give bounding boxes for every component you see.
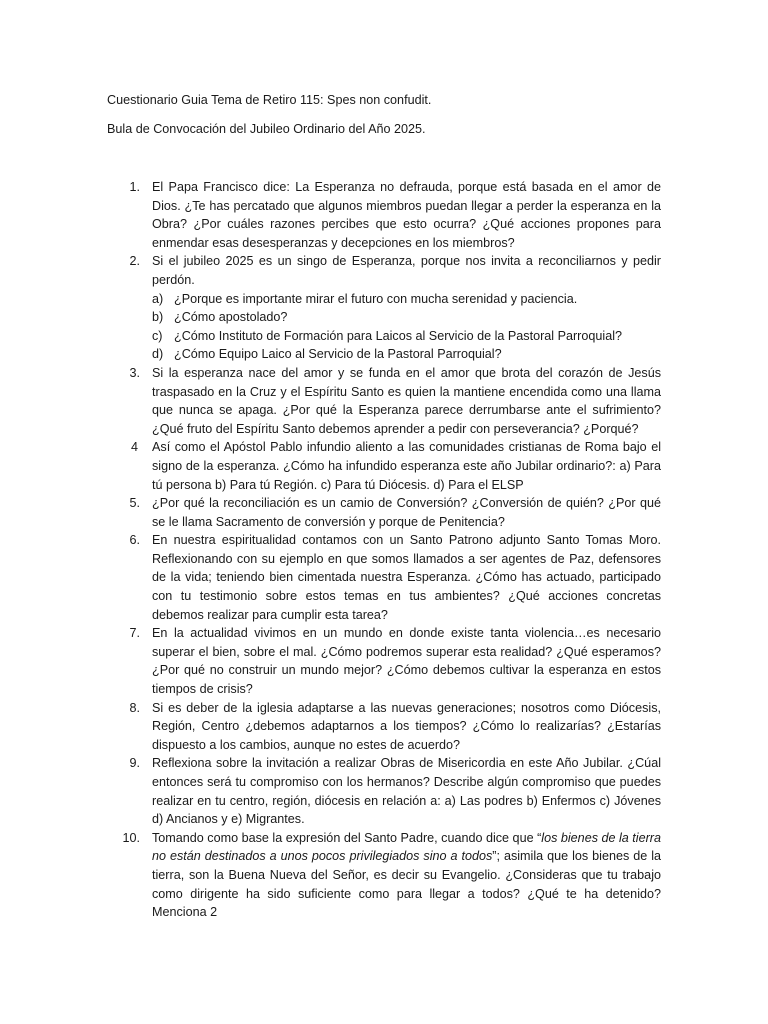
question-text: En la actualidad vivimos en un mundo en donde existe tanta violencia…es necesario superar el bien, sobre el mal. ¿Cómo podremos superar esta realidad? ¿Qué esperamos? ¿Por qué no construir un mundo mejor? ¿Cómo debemos cultivar la esperanza en estos tiempos de crisis?: [152, 626, 661, 697]
question-item: [0, 531, 661, 624]
sub-letter: b): [152, 310, 164, 325]
question-number: 7.: [129, 626, 140, 641]
question-list: [0, 178, 661, 922]
sub-letter: d): [152, 347, 164, 362]
question-text: Reflexiona sobre la invitación a realizar Obras de Misericordia en este Año Jubilar. ¿Cúal entonces será tu compromiso con los hermanos? Describe algún compromiso que puedes realizar en tu centro, región, diócesis en relación a: a) Las podres b) Enfermos c) Jóvenes d) Ancianos y e) Migrantes.: [152, 756, 661, 827]
question-item: [0, 438, 661, 494]
question-text: [152, 829, 661, 922]
question-text: El Papa Francisco dice: La Esperanza no defrauda, porque está basada en el amor de Dios. ¿Te has percatado que algunos miembros puedan llegar a perder la esperanza en la Obra? ¿Por cuáles razones percibes que esto ocurra? ¿Qué acciones propones para enmendar esas desesperanzas y decepciones en los miembros?: [152, 180, 661, 250]
question-number: 5.: [129, 496, 140, 511]
question-item: [0, 829, 661, 922]
question-number: 2.: [129, 254, 140, 269]
question-text: Así como el Apóstol Pablo infundio aliento a las comunidades cristianas de Roma bajo el signo de la esperanza. ¿Cómo ha infundido esperanza este año Jubilar ordinario?: a) Para tú persona b) Para tú Región. c) Para tú Diócesis. d) Para el ELSP: [152, 440, 661, 492]
sub-question: [152, 327, 661, 346]
question-item: [0, 252, 661, 364]
question-number: 3.: [129, 365, 140, 380]
question-text: Si la esperanza nace del amor y se funda en el amor que brota del corazón de Jesús traspasado en la Cruz y el Espíritu Santo es quien la mantiene encendida como una llama que nunca se apaga. ¿Por qué la Esperanza parece derrumbarse ante el sufrimiento? ¿Qué fruto del Espíritu Santo debemos aprender a pedir con perseverancia? ¿Porqué?: [152, 365, 661, 436]
sub-question: [152, 290, 661, 309]
question-number: 8.: [129, 700, 140, 715]
question-number: 10.: [122, 830, 140, 845]
question-text-part: Tomando como base la expresión del Santo Padre, cuando dice que “: [152, 830, 542, 845]
question-text-part: ”; asimila que los bienes de la tierra, son la Buena Nueva del Señor, es decir su Evangelio. ¿Consideras que tu trabajo como dirigente ha sido suficiente como para llegar a todos? ¿Qué te ha detenido? Menciona 2: [152, 849, 661, 920]
question-number: 9.: [129, 756, 140, 771]
question-text: Si el jubileo 2025 es un singo de Esperanza, porque nos invita a reconciliarnos y pedir perdón.: [152, 254, 661, 287]
quote-italic: los bienes de la tierra no están destinados a unos pocos privilegiados sino a todos: [152, 830, 661, 864]
question-item: [0, 699, 661, 755]
sub-question: [152, 345, 661, 364]
question-item: [0, 494, 661, 531]
sub-text: ¿Cómo Equipo Laico al Servicio de la Pastoral Parroquial?: [174, 347, 502, 362]
question-item: [0, 754, 661, 828]
sub-text: ¿Cómo apostolado?: [174, 310, 288, 325]
question-text: En nuestra espiritualidad contamos con un Santo Patrono adjunto Santo Tomas Moro. Reflexionando con su ejemplo en que somos llamados a ser agentes de Paz, defensores de la vida; teniendo bien cimentada nuestra Esperanza. ¿Cómo has actuado, participado con tu testimonio sobre estos temas en tus ambientes? ¿Qué acciones concretas debemos realizar para cumplir esta tarea?: [152, 533, 661, 622]
sub-question: [152, 308, 661, 327]
question-item: [0, 624, 661, 698]
document-title: Cuestionario Guia Tema de Retiro 115: Spes non confudit.: [107, 93, 432, 107]
sub-letter: c): [152, 328, 163, 343]
sub-text: ¿Porque es importante mirar el futuro con mucha serenidad y paciencia.: [174, 291, 578, 306]
question-item: [0, 364, 661, 438]
sub-letter: a): [152, 291, 164, 306]
question-number: 6.: [129, 533, 140, 548]
question-item: [0, 178, 661, 252]
sub-text: ¿Cómo Instituto de Formación para Laicos al Servicio de la Pastoral Parroquial?: [174, 328, 622, 343]
question-number: 4: [131, 440, 139, 455]
question-number: 1.: [129, 180, 140, 194]
question-text: Si es deber de la iglesia adaptarse a las nuevas generaciones; nosotros como Diócesis, Región, Centro ¿debemos adaptarnos a los tiempos? ¿Cómo lo realizarías? ¿Estarías dispuesto a los cambios, aunque no estes de acuerdo?: [152, 700, 661, 752]
question-text: ¿Por qué la reconciliación es un camio de Conversión? ¿Conversión de quién? ¿Por qué se le llama Sacramento de conversión y porque de Penitencia?: [152, 496, 661, 529]
document-subtitle: Bula de Convocación del Jubileo Ordinario del Año 2025.: [107, 122, 426, 136]
